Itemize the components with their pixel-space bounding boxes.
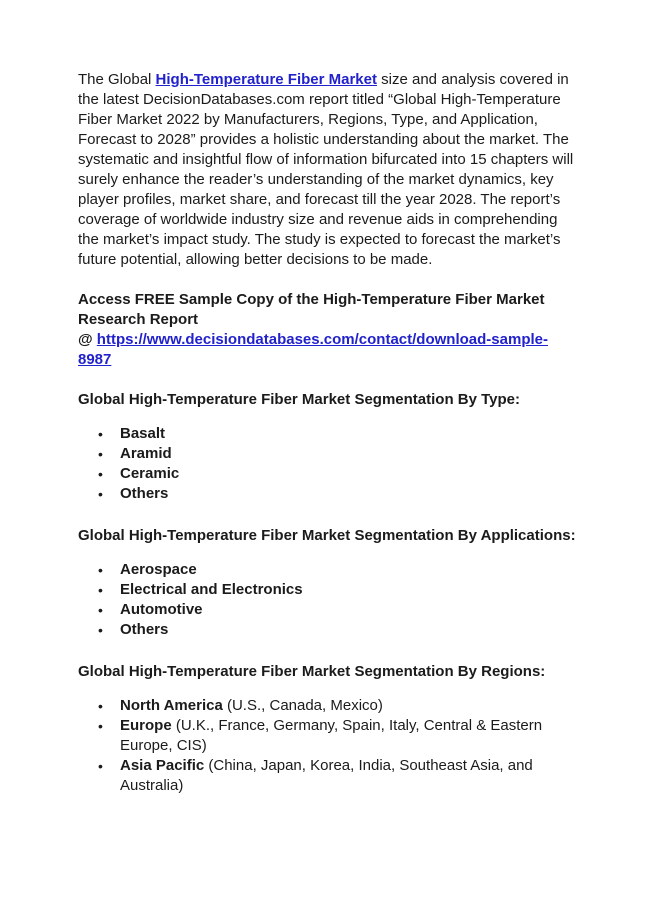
list-item: [120, 424, 578, 444]
list-item: [120, 620, 578, 640]
list-item-rest: (U.K., France, Germany, Spain, Italy, Central & Eastern Europe, CIS): [120, 717, 543, 754]
list-item-bold: Ceramic: [120, 465, 180, 482]
type-list: [78, 424, 578, 504]
list-item: [120, 580, 578, 600]
list-item-bold: Others: [120, 621, 169, 638]
list-item-bold: Others: [120, 485, 169, 502]
list-item-bold: Automotive: [120, 601, 203, 618]
section-heading-type: Global High-Temperature Fiber Market Segmentation By Type:: [78, 391, 521, 408]
list-item-bold: Europe: [120, 717, 172, 734]
list-item-rest: (U.S., Canada, Mexico): [222, 697, 383, 714]
list-item: [120, 716, 578, 756]
list-item: [120, 696, 578, 716]
list-item: [120, 756, 578, 796]
section-heading-applications: Global High-Temperature Fiber Market Segmentation By Applications:: [78, 527, 576, 544]
list-item-bold: Basalt: [120, 425, 166, 442]
list-item: [120, 560, 578, 580]
download-sample-link[interactable]: https://www.decisiondatabases.com/contact/download-sample-8987: [78, 331, 548, 368]
intro-text-before: The Global: [78, 71, 156, 88]
fiber-market-link[interactable]: High-Temperature Fiber Market: [155, 71, 377, 88]
list-item: [120, 484, 578, 504]
list-item-bold: Asia Pacific: [120, 757, 205, 774]
list-item: [120, 444, 578, 464]
at-symbol: @: [78, 331, 97, 348]
list-item-bold: Electrical and Electronics: [120, 581, 303, 598]
list-item-bold: North America: [120, 697, 223, 714]
intro-text-after: size and analysis covered in the latest DecisionDatabases.com report titled “Global High-Temperature Fiber Market 2022 by Manufacturers, Regions, Type, and Application, Forecast to 2028” provides a holistic understanding about the market. The systematic and insightful flow of information bifurcated into 15 chapters will surely enhance the reader’s understanding of the market dynamics, key player profiles, market share, and forecast till the year 2028. The report’s coverage of worldwide industry size and revenue aids in comprehending the market’s impact study. The study is expected to forecast the market’s future potential, allowing better decisions to be made.: [78, 71, 574, 268]
list-item-rest: (China, Japan, Korea, India, Southeast Asia, and Australia): [120, 757, 533, 794]
list-item: [120, 600, 578, 620]
sample-access-heading: Access FREE Sample Copy of the High-Temperature Fiber Market Research Report: [78, 291, 545, 328]
sample-access-paragraph: [78, 290, 578, 370]
list-item: [120, 464, 578, 484]
regions-list: [78, 696, 578, 796]
section-heading-regions: Global High-Temperature Fiber Market Segmentation By Regions:: [78, 663, 546, 680]
intro-paragraph: [78, 70, 578, 270]
list-item-bold: Aramid: [120, 445, 172, 462]
list-item-bold: Aerospace: [120, 561, 197, 578]
applications-list: [78, 560, 578, 640]
